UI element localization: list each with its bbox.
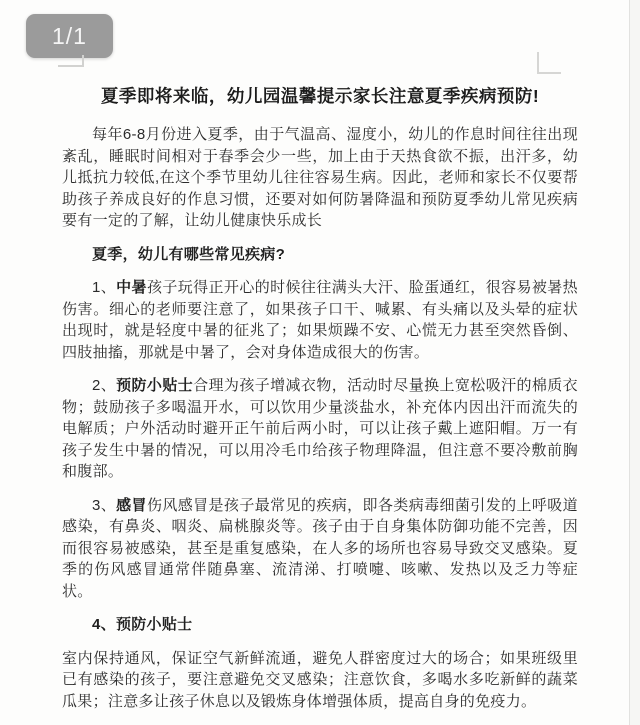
disease-item-cold	[62, 495, 578, 603]
section-heading: 夏季，幼儿有哪些常见疾病?	[92, 245, 286, 263]
document-title: 夏季即将来临，幼儿园温馨提示家长注意夏季疾病预防!	[100, 86, 540, 106]
page-edge-background	[630, 0, 640, 725]
intro-paragraph: 每年6-8月份进入夏季，由于气温高、湿度小，幼儿的作息时间往往出现紊乱，睡眠时间相对于春季会少一些，加上由于天热食欲不振，出汗多，幼儿抵抗力较低,在这个季节里幼儿往往容易生病。因此，老师和家长不仅要帮助孩子养成良好的作息习惯，还要对如何防暑降温和预防夏季幼儿常见疾病要有一定的了解，让幼儿健康快乐成长	[62, 126, 578, 229]
item-keyword: 中暑	[116, 279, 147, 296]
closing-paragraph: 室内保持通风，保证空气新鲜流通，避免人群密度过大的场合；如果班级里已有感染的孩子，要注意避免交叉感染；注意饮食，多喝水多吃新鲜的蔬菜瓜果；注意多让孩子休息以及锻炼身体增强体质，提高自身的免疫力。	[62, 649, 578, 710]
item-number: 1、	[92, 279, 117, 296]
item-keyword: 预防小贴士	[115, 616, 193, 633]
disease-item-heatstroke	[62, 277, 578, 363]
item-keyword: 感冒	[116, 496, 147, 514]
prevention-tips-item	[62, 375, 578, 483]
item-text: 孩子玩得正开心的时候往往满头大汗、脸蛋通红，很容易被暑热伤害。细心的老师要注意了，如果孩子口干、喊累、有头痛以及头晕的症状出现时，就是轻度中暑的征兆了；如果烦躁不安、心慌无力甚至突然昏倒、四肢抽搐，那就是中暑了，会对身体造成很大的伤害。	[62, 279, 578, 361]
item-number: 2、	[92, 377, 117, 394]
item-text: 合理为孩子增减衣物，活动时尽量换上宽松吸汗的棉质衣物；鼓励孩子多喝温开水，可以饮用少量淡盐水，补充体内因出汗而流失的电解质；户外活动时避开正午前后两小时，可以让孩子戴上遮阳帽。万一有孩子发生中暑的情况，可以用冷毛巾给孩子物理降温，但注意不要冷敷前胸和腹部。	[62, 377, 578, 480]
page-count-badge: 1/1	[26, 14, 113, 58]
item-number: 4、	[92, 616, 116, 633]
margin-corner-mark-top-right	[537, 52, 561, 74]
margin-corner-mark-top-left	[58, 55, 84, 67]
item-number: 3、	[92, 496, 117, 514]
item-keyword: 预防小贴士	[116, 377, 194, 394]
item-text: 伤风感冒是孩子最常见的疾病，即各类病毒细菌引发的上呼吸道感染，有鼻炎、咽炎、扁桃腺炎等。孩子由于自身集体防御功能不完善，因而很容易被感染，甚至是重复感染，在人多的场所也容易导致交叉感染。夏季的伤风感冒通常伴随鼻塞、流清涕、打喷嚏、咳嗽、发热以及乏力等症状。	[62, 496, 578, 600]
document-page	[62, 84, 578, 712]
tips-heading	[62, 614, 578, 636]
